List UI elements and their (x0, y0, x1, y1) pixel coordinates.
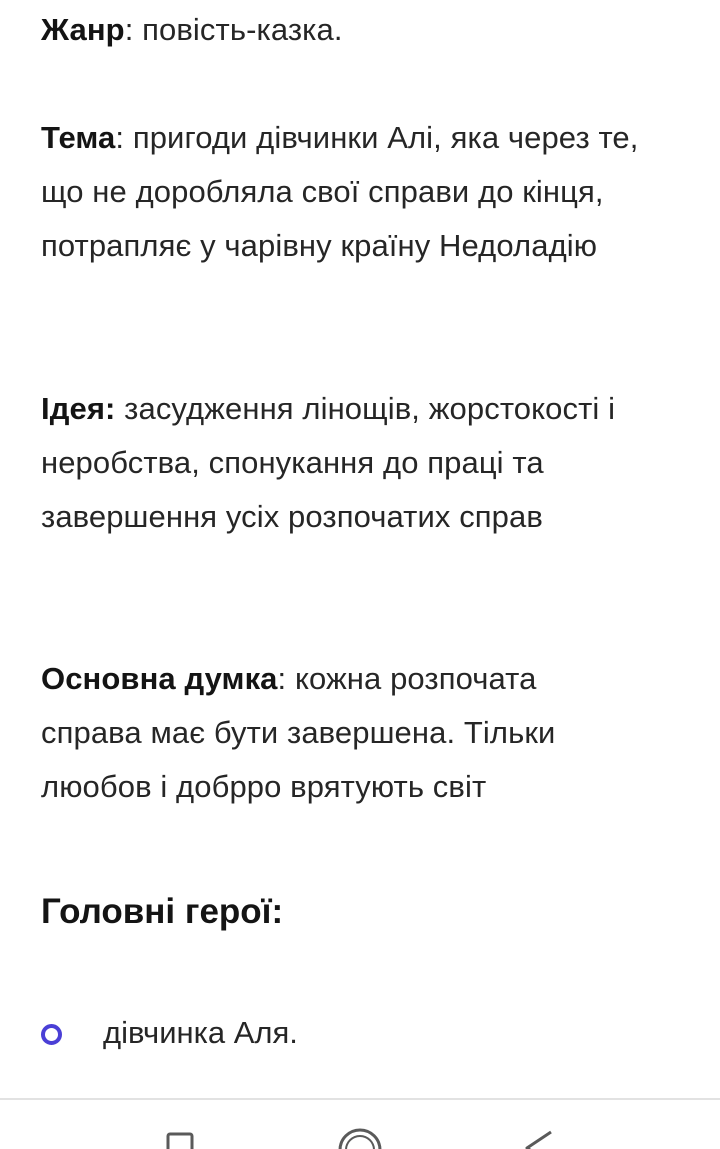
square-icon (156, 1124, 206, 1149)
idea-text: засудження лінощів, жорстокості і неробства, спонукання до праці та завершення усіх розпочатих справ (41, 391, 616, 534)
main-thought-separator: : (277, 661, 295, 696)
circle-icon (335, 1124, 385, 1149)
genre-text: повість-казка. (142, 12, 343, 47)
idea-separator (115, 391, 124, 426)
list-item (41, 1011, 681, 1055)
theme-label: Тема (41, 120, 116, 155)
theme-text: пригоди дівчинки Алі, яка через те, що не доробляла свої справи до кінця, потрапляє у чарівну країну Недоладію (41, 120, 639, 263)
genre-paragraph (41, 3, 681, 57)
home-button[interactable] (335, 1124, 385, 1149)
list-item-text: дівчинка Аля. (103, 1015, 298, 1050)
genre-separator: : (124, 12, 143, 47)
bullet-circle-icon (41, 1024, 62, 1045)
idea-label: Ідея: (41, 391, 116, 426)
idea-paragraph (41, 382, 671, 544)
main-thought-text: кожна розпочата справа має бути завершена. Тільки люобов і добрро врятують світ (41, 661, 556, 804)
system-navigation-bar (0, 1098, 720, 1149)
theme-separator: : (115, 120, 133, 155)
genre-label: Жанр (41, 12, 125, 47)
heroes-heading: Головні герої: (41, 892, 284, 931)
triangle-back-icon (515, 1124, 565, 1149)
main-thought-paragraph (41, 652, 641, 814)
back-button[interactable] (515, 1124, 565, 1149)
main-thought-label: Основна думка (41, 661, 278, 696)
recent-apps-button[interactable] (156, 1124, 206, 1149)
theme-paragraph (41, 111, 671, 273)
